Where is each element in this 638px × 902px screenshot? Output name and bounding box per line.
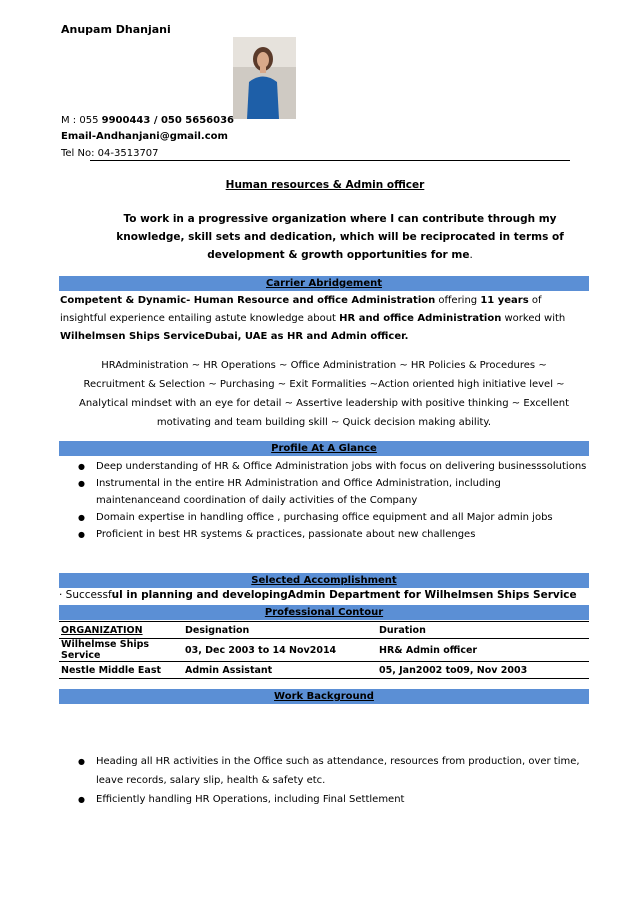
- phone-numbers: 9900443 / 050 5656036: [101, 115, 235, 126]
- section-contour: Professional Contour: [59, 605, 589, 620]
- skills-list: HRAdministration ~ HR Operations ~ Office Administration ~ HR Policies & Procedures ~ Recruitment & Selection ~ Purchasing ~ Exit Formalities ~Action oriented high initiative level ~ Analytical mindset with an eye for detail ~ Assertive leadership with positive thinking ~ Excellent motivating and team building skill ~ Quick decision making ability.: [79, 360, 569, 428]
- job-title: Human resources & Admin officer: [225, 179, 425, 191]
- section-work: Work Background: [59, 689, 589, 704]
- header-divider: [90, 160, 570, 161]
- list-item: ● Deep understanding of HR & Office Administration jobs with focus on delivering businesssolutions: [78, 458, 588, 475]
- work-list: [78, 752, 588, 809]
- contour-table: [59, 621, 589, 679]
- section-profile: Profile At A Glance: [59, 441, 589, 456]
- section-accomplishment: Selected Accomplishment: [59, 573, 589, 588]
- email: Email-Andhanjani@gmail.com: [61, 131, 228, 142]
- table-row: Nestle Middle East Admin Assistant 05, Jan2002 to09, Nov 2003: [59, 662, 589, 679]
- list-item: ● Domain expertise in handling office , purchasing office equipment and all Major admin jobs: [78, 509, 588, 526]
- carrier-summary: Competent & Dynamic- Human Resource and office Administration offering 11 years of insightful experience entailing astute knowledge about HR and office Administration worked with Wilhelmsen Ships ServiceDubai, UAE as HR and Admin officer.: [60, 295, 566, 342]
- tel: Tel No: 04-3513707: [61, 148, 159, 159]
- candidate-name: Anupam Dhanjani: [61, 23, 171, 36]
- accomplishment-line: · Successful in planning and developingAdmin Department for Wilhelmsen Ships Service: [59, 589, 577, 601]
- phone-prefix: M : 055: [61, 115, 102, 126]
- list-item: ● Instrumental in the entire HR Administration and Office Administration, including maintenanceand coordination of daily activities of the Company: [78, 475, 588, 509]
- list-item: ● Proficient in best HR systems & practices, passionate about new challenges: [78, 526, 588, 543]
- list-item: ● Efficiently handling HR Operations, including Final Settlement: [78, 790, 588, 809]
- list-item: ● Heading all HR activities in the Office such as attendance, resources from production, over time, leave records, salary slip, health & safety etc.: [78, 752, 588, 790]
- phone-line: [61, 115, 234, 126]
- table-row: Wilhelmse Ships Service 03, Dec 2003 to 14 Nov2014 HR& Admin officer: [59, 639, 589, 662]
- profile-list: [78, 458, 588, 543]
- profile-photo: [233, 37, 296, 119]
- section-carrier: Carrier Abridgement: [59, 276, 589, 291]
- objective: To work in a progressive organization where I can contribute through my knowledge, skill sets and dedication, which will be reciprocated in terms of development & growth opportunities for me.: [116, 213, 564, 261]
- table-header-row: ORGANIZATION Designation Duration: [59, 622, 589, 639]
- objective-text: To work in a progressive organization where I can contribute through my knowledge, skill sets and dedication, which will be reciprocated in terms of development & growth opportunities for me: [116, 213, 564, 261]
